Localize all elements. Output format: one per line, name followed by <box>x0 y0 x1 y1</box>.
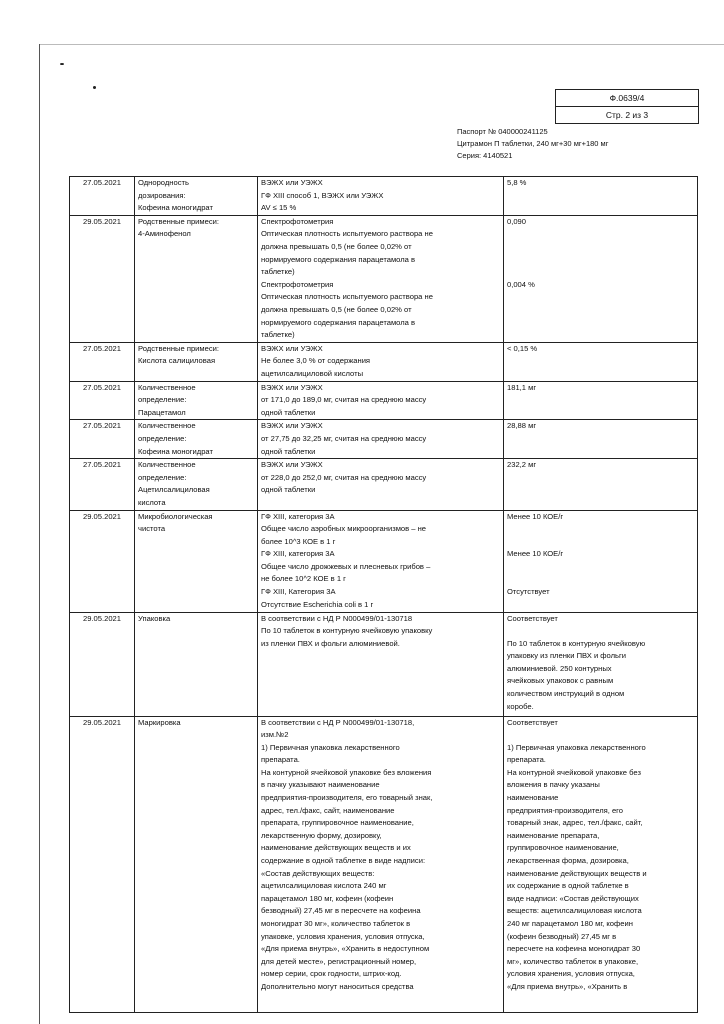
passport-number: Паспорт № 040000241125 <box>457 127 548 136</box>
table-row <box>70 716 698 1012</box>
test-result: 232,2 мг <box>504 459 698 510</box>
scan-speck <box>60 63 64 65</box>
test-name: Микробиологическая чистота <box>135 510 258 612</box>
series-number: Серия: 4140521 <box>457 151 513 160</box>
test-result: Менее 10 КОЕ/г Менее 10 КОЕ/г Отсутствует <box>504 510 698 612</box>
test-name: Количественное определение: Кофеина моногидрат <box>135 420 258 459</box>
test-name: Маркировка <box>135 716 258 1012</box>
test-date: 27.05.2021 <box>70 459 135 510</box>
test-date: 27.05.2021 <box>70 381 135 420</box>
test-results-table <box>69 176 698 1013</box>
test-result: < 0,15 % <box>504 342 698 381</box>
table-row <box>70 215 698 342</box>
form-code: Ф.0639/4 <box>609 93 645 103</box>
test-method: ВЭЖХ или УЭЖХ от 228,0 до 252,0 мг, считая на среднюю массу одной таблетки <box>258 459 504 510</box>
product-name: Цитрамон П таблетки, 240 мг+30 мг+180 мг <box>457 139 609 148</box>
page-top-border <box>39 44 724 45</box>
page-left-border <box>39 44 40 1024</box>
test-date: 29.05.2021 <box>70 215 135 342</box>
test-result: 181,1 мг <box>504 381 698 420</box>
scan-speck <box>93 86 96 89</box>
table-row <box>70 381 698 420</box>
table-row <box>70 420 698 459</box>
test-name: Однородность дозирования: Кофеина моногидрат <box>135 177 258 216</box>
test-method: ВЭЖХ или УЭЖХ Не более 3,0 % от содержания ацетилсалициловой кислоты <box>258 342 504 381</box>
test-result: 5,8 % <box>504 177 698 216</box>
test-name: Родственные примеси: 4-Аминофенол <box>135 215 258 342</box>
test-result: 0,090 0,004 % <box>504 215 698 342</box>
test-date: 29.05.2021 <box>70 510 135 612</box>
test-method: Спектрофотометрия Оптическая плотность испытуемого раствора не должна превышать 0,5 (не более 0,02% от нормируемого содержания парацетамола в таблетке) Спектрофотометрия Оптическая плотность испытуемого раствора не должна превышать 0,5 (не более 0,02% от нормируемого содержания парацетамола в таблетке) <box>258 215 504 342</box>
test-date: 27.05.2021 <box>70 177 135 216</box>
test-date: 27.05.2021 <box>70 342 135 381</box>
test-name: Родственные примеси: Кислота салициловая <box>135 342 258 381</box>
passport-header <box>457 126 608 162</box>
test-result: Соответствует 1) Первичная упаковка лекарственного препарата. На контурной ячейковой упаковке без вложения в пачку указаны наименование предприятия-производителя, его товарный знак, адрес, тел./факс, сайт, наименование препарата, группировочное наименование, лекарственная форма, дозировка, наименование действующих веществ и их содержание в одной таблетке в виде надписи: «Состав действующих веществ: ацетилсалициловая кислота 240 мг парацетамол 180 мг, кофеин (кофеин безводный) 27,45 мг в пересчете на кофеина моногидрат 30 мг», количество таблеток в упаковке, условия хранения, условия отпуска, «Для приема внутрь», «Хранить в <box>504 716 698 1012</box>
test-method: ВЭЖХ или УЭЖХ от 171,0 до 189,0 мг, считая на среднюю массу одной таблетки <box>258 381 504 420</box>
test-method: ВЭЖХ или УЭЖХ ГФ XIII способ 1, ВЭЖХ или УЭЖХ AV ≤ 15 % <box>258 177 504 216</box>
table-row <box>70 177 698 216</box>
test-method: ГФ XIII, категория 3А Общее число аэробных микроорганизмов – не более 10^3 КОЕ в 1 г ГФ XIII, категория 3А Общее число дрожжевых и плесневых грибов – не более 10^2 КОЕ в 1 г ГФ XIII, Категория 3А Отсутствие Escherichia coli в 1 г <box>258 510 504 612</box>
test-name: Упаковка <box>135 612 258 716</box>
table-row <box>70 342 698 381</box>
test-date: 29.05.2021 <box>70 612 135 716</box>
test-result: 28,88 мг <box>504 420 698 459</box>
page-number: Стр. 2 из 3 <box>556 106 698 123</box>
test-method: В соответствии с НД Р N000499/01-130718, изм.№2 1) Первичная упаковка лекарственного препарата. На контурной ячейковой упаковке без вложения в пачку указывают наименование предприятия-производителя, его товарный знак, адрес, тел./факс, сайт, наименование препарата, группировочное наименование, лекарственную форму, дозировку, наименование действующих веществ и их содержание в одной таблетке в виде надписи: «Состав действующих веществ: ацетилсалициловая кислота 240 мг парацетамол 180 мг, кофеин (кофеин безводный) 27,45 мг в пересчете на кофеина моногидрат 30 мг», количество таблеток в упаковке, условия хранения, условия отпуска, «Для приема внутрь», «Хранить в недоступном для детей месте», регистрационный номер, номер серии, срок годности, штрих-код. Дополнительно могут наноситься средства <box>258 716 504 1012</box>
table-row <box>70 459 698 510</box>
test-date: 27.05.2021 <box>70 420 135 459</box>
test-date: 29.05.2021 <box>70 716 135 1012</box>
table-row <box>70 510 698 612</box>
test-method: ВЭЖХ или УЭЖХ от 27,75 до 32,25 мг, считая на среднюю массу одной таблетки <box>258 420 504 459</box>
test-result: Соответствует По 10 таблеток в контурную ячейковую упаковку из пленки ПВХ и фольги алюминиевой. 250 контурных ячейковых упаковок с равным количеством инструкций в одном коробе. <box>504 612 698 716</box>
document-code-box <box>555 89 699 124</box>
test-name: Количественное определение: Парацетамол <box>135 381 258 420</box>
table-row <box>70 612 698 716</box>
test-name: Количественное определение: Ацетилсалициловая кислота <box>135 459 258 510</box>
test-method: В соответствии с НД Р N000499/01-130718 По 10 таблеток в контурную ячейковую упаковку из пленки ПВХ и фольги алюминиевой. <box>258 612 504 716</box>
